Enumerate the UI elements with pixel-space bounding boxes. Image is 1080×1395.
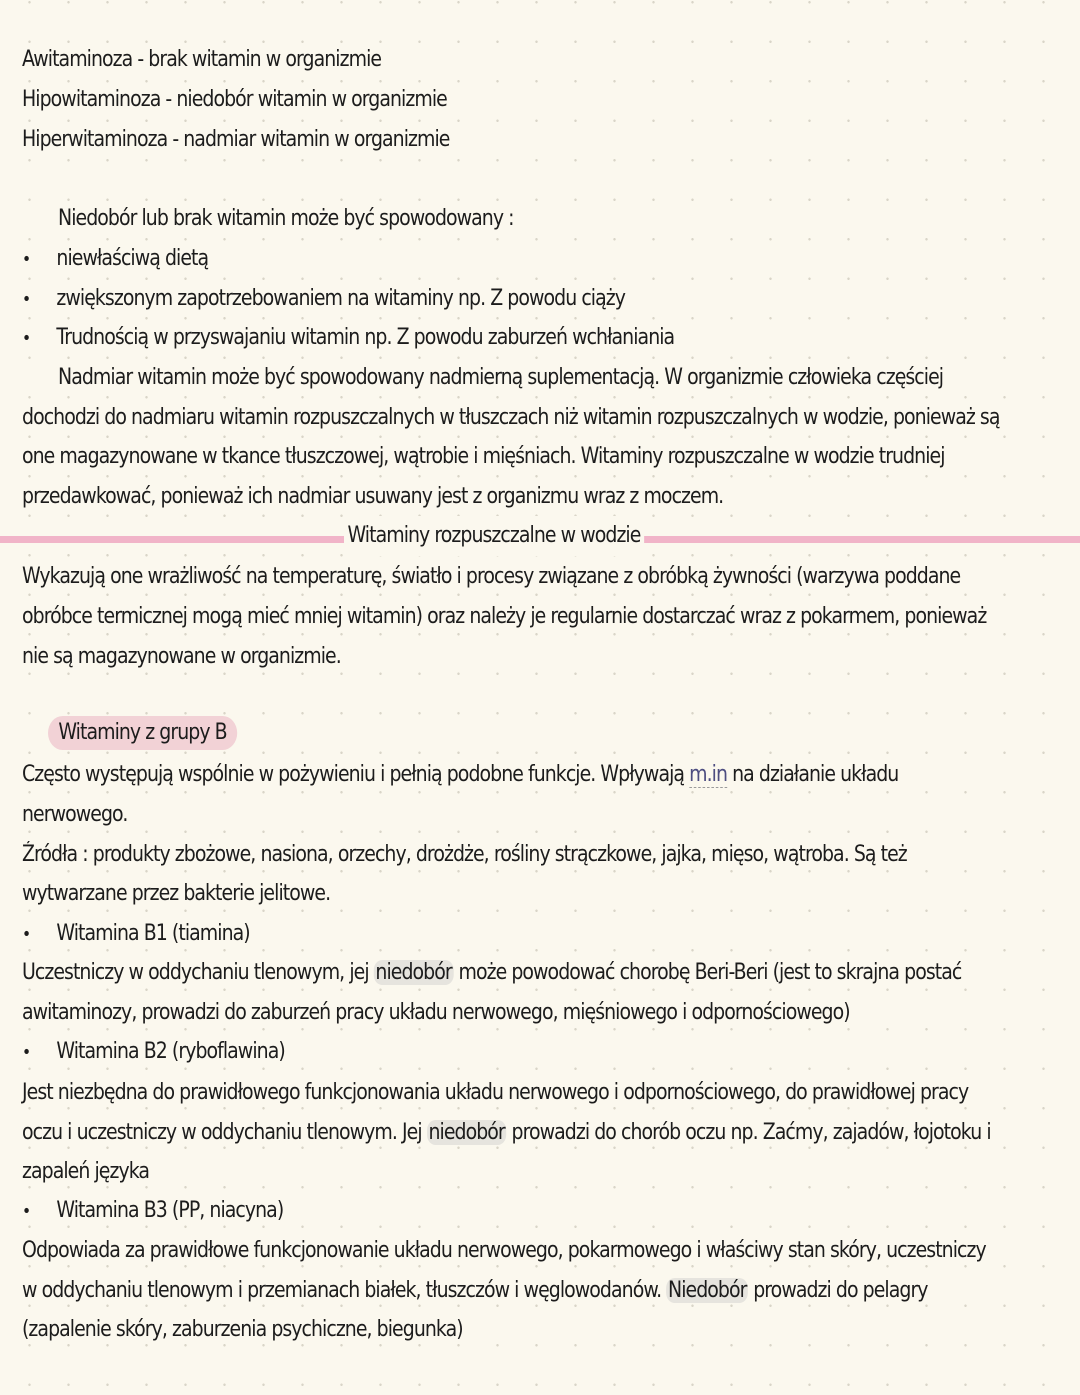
excess-paragraph-line: przedawkować, ponieważ ich nadmiar usuwany jest z organizmu wraz z moczem.	[22, 484, 724, 509]
text-segment: może powodować chorobę Beri-Beri (jest to skrajna postać	[453, 960, 962, 985]
cause-item	[22, 239, 208, 279]
definition-hiperwitaminoza: Hiperwitaminoza - nadmiar witamin w organizmie	[22, 127, 450, 152]
bullet-icon: •	[22, 289, 31, 310]
excess-paragraph-line: Nadmiar witamin może być spowodowany nadmierną suplementacją. W organizmie człowieka częściej	[58, 365, 944, 390]
group-b-sources-cont: wytwarzane przez bakterie jelitowe.	[22, 881, 331, 906]
cause-text: zwiększonym zapotrzebowaniem na witaminy np. Z powodu ciąży	[56, 286, 625, 311]
vitamin-b2-desc-cont: zapaleń języka	[22, 1159, 150, 1184]
text-segment: Często występują wspólnie w pożywieniu i pełnią podobne funkcje. Wpływają	[22, 762, 690, 787]
text-segment: na działanie układu	[727, 762, 899, 787]
vitamin-b1-desc	[22, 953, 961, 993]
cause-text: niewłaściwą dietą	[56, 246, 209, 271]
vitamin-b3-desc-cont	[22, 1271, 928, 1311]
water-soluble-heading: Witaminy rozpuszczalne w wodzie	[344, 516, 644, 556]
vitamin-b3-desc-cont: (zapalenie skóry, zaburzenia psychiczne, biegunka)	[22, 1317, 463, 1342]
vitamin-b2-desc-cont	[22, 1113, 991, 1153]
text-segment: prowadzi do pelagry	[748, 1278, 928, 1303]
group-b-heading: Witaminy z grupy B	[48, 716, 237, 750]
bullet-icon: •	[22, 328, 31, 349]
vitamin-b2-title	[22, 1032, 285, 1072]
vitamin-b3-title	[22, 1191, 283, 1231]
text-segment: prowadzi do chorób oczu np. Zaćmy, zajadów, łojotoku i	[506, 1120, 991, 1145]
text-segment: Uczestniczy w oddychaniu tlenowym, jej	[22, 960, 374, 985]
group-b-intro	[22, 755, 898, 795]
group-b-sources: Źródła : produkty zbożowe, nasiona, orzechy, drożdże, rośliny strączkowe, jajka, mięso, wątroba. Są też	[22, 842, 907, 867]
water-soluble-line: nie są magazynowane w organizmie.	[22, 644, 341, 669]
definition-hipowitaminoza: Hipowitaminoza - niedobór witamin w organizmie	[22, 87, 447, 112]
vitamin-name: Witamina B3 (PP, niacyna)	[56, 1198, 284, 1223]
vitamin-name: Witamina B1 (tiamina)	[56, 921, 250, 946]
vitamin-name: Witamina B2 (ryboflawina)	[56, 1039, 285, 1064]
highlight-niedobor: Niedobór	[667, 1278, 747, 1303]
water-soluble-line: Wykazują one wrażliwość na temperaturę, światło i procesy związane z obróbką żywności (warzywa poddane	[22, 564, 961, 589]
definition-awitaminoza: Awitaminoza - brak witamin w organizmie	[22, 47, 382, 72]
bullet-icon: •	[22, 249, 31, 270]
vitamin-b1-title	[22, 914, 250, 954]
excess-paragraph-line: dochodzi do nadmiaru witamin rozpuszczalnych w tłuszczach niż witamin rozpuszczalnych w wodzie, ponieważ są	[22, 405, 1000, 430]
bullet-icon: •	[22, 1042, 31, 1063]
vitamin-b3-desc: Odpowiada za prawidłowe funkcjonowanie układu nerwowego, pokarmowego i właściwy stan skóry, uczestniczy	[22, 1238, 986, 1263]
bullet-icon: •	[22, 924, 31, 945]
highlight-niedobor: niedobór	[375, 960, 452, 985]
cause-item	[22, 318, 674, 358]
cause-text: Trudnością w przyswajaniu witamin np. Z powodu zaburzeń wchłaniania	[56, 325, 675, 350]
abbreviation-min: m.in	[689, 762, 728, 787]
bullet-icon: •	[22, 1201, 31, 1222]
text-segment: oczu i uczestniczy w oddychaniu tlenowym. Jej	[22, 1120, 427, 1145]
deficiency-intro: Niedobór lub brak witamin może być spowodowany :	[58, 206, 514, 231]
group-b-intro-cont: nerwowego.	[22, 802, 128, 827]
highlight-niedobor: niedobór	[428, 1120, 505, 1145]
text-segment: w oddychaniu tlenowym i przemianach białek, tłuszczów i węglowodanów.	[22, 1278, 667, 1303]
cause-item	[22, 279, 625, 319]
excess-paragraph-line: one magazynowane w tkance tłuszczowej, wątrobie i mięśniach. Witaminy rozpuszczalne w wodzie trudniej	[22, 444, 945, 469]
water-soluble-line: obróbce termicznej mogą mieć mniej witamin) oraz należy je regularnie dostarczać wraz z pokarmem, ponieważ	[22, 604, 987, 629]
vitamin-b2-desc: Jest niezbędna do prawidłowego funkcjonowania układu nerwowego i odpornościowego, do prawidłowej pracy	[22, 1080, 969, 1105]
vitamin-b1-desc-cont: awitaminozy, prowadzi do zaburzeń pracy układu nerwowego, mięśniowego i odpornościowego)	[22, 1000, 850, 1025]
